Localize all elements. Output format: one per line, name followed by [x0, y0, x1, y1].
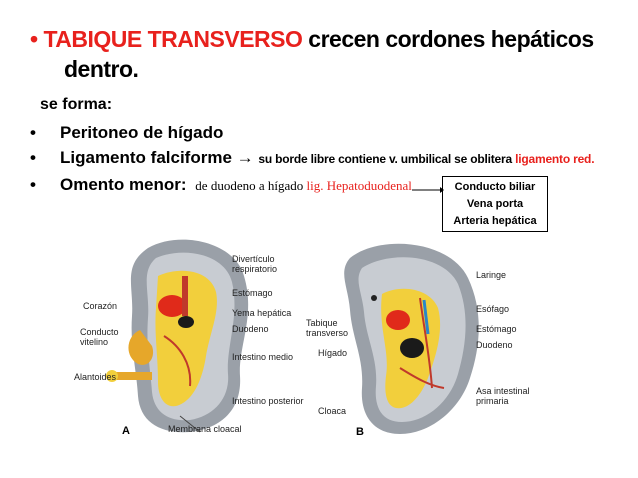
item-label: Peritoneo de hígado — [60, 123, 224, 142]
item-detail-red: lig. Hepatoduodenal — [306, 178, 412, 193]
label-intestino-posterior: Intestino posterior — [232, 396, 304, 406]
title-line — [30, 26, 594, 53]
item-detail: de duodeno a hígado — [195, 178, 307, 193]
item-bullet: • — [30, 148, 36, 167]
label-tabique-transverso: Tabique transverso — [306, 318, 349, 338]
label-laringe: Laringe — [476, 270, 507, 280]
label-esofago: Esófago — [476, 304, 510, 314]
label-corazon: Corazón — [83, 301, 118, 311]
label-cloaca: Cloaca — [318, 406, 347, 416]
label-alantoides: Alantoides — [74, 372, 117, 382]
title-line2: dentro. — [64, 56, 139, 82]
se-forma-label: se forma: — [40, 96, 113, 113]
item-detail-red: ligamento red. — [515, 152, 595, 166]
label-conducto-vitelino: Conducto vitelino — [80, 327, 119, 347]
item-detail: su borde libre contiene v. umbilical se oblitera — [258, 152, 516, 166]
label-estomago-b: Estómago — [476, 324, 517, 334]
label-yema-hepatica: Yema hepática — [232, 308, 292, 318]
item-label: Ligamento falciforme — [60, 148, 232, 167]
label-duodeno-a: Duodeno — [232, 324, 269, 334]
figure-a-letter: A — [122, 425, 130, 437]
label-estomago-a: Estómago — [232, 288, 273, 298]
title-highlight: TABIQUE TRANSVERSO — [43, 26, 303, 52]
list-item-peritoneo — [30, 123, 223, 143]
box-line: Arteria hepática — [453, 215, 537, 227]
figure-b-letter: B — [356, 426, 364, 438]
arrow-icon: → — [236, 148, 254, 167]
callout-box — [442, 176, 548, 232]
label-membrana-cloacal: Membrana cloacal — [168, 424, 242, 434]
pointer-arrow-icon — [412, 182, 444, 194]
label-asa-intestinal: Asa intestinal primaria — [476, 386, 530, 406]
title-rest: crecen cordones hepáticos — [302, 26, 594, 52]
title-bullet: • — [30, 26, 38, 52]
box-line: Conducto biliar — [454, 181, 536, 193]
label-intestino-medio: Intestino medio — [232, 352, 294, 362]
list-item-omento — [30, 175, 412, 195]
item-label: Omento menor: — [60, 175, 187, 194]
item-bullet: • — [30, 123, 36, 142]
box-line: Vena porta — [466, 198, 524, 210]
embryo-figure-b — [320, 238, 500, 442]
label-higado: Hígado — [318, 348, 348, 358]
label-duodeno-b: Duodeno — [476, 340, 513, 350]
list-item-ligamento — [30, 148, 594, 168]
item-bullet: • — [30, 175, 36, 194]
label-diverticulo: Divertículo respiratorio — [232, 254, 278, 274]
